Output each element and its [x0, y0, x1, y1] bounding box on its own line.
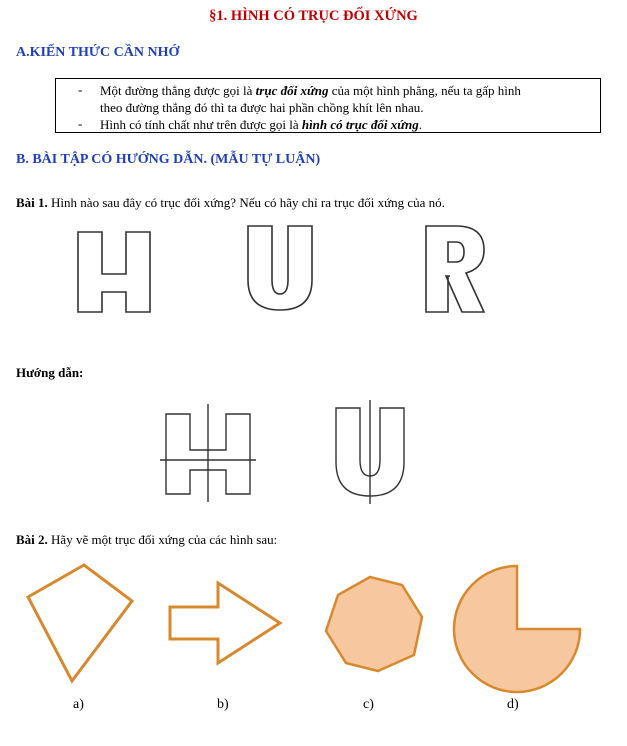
caption-b: b)	[217, 697, 229, 712]
bullet-2: -	[78, 116, 83, 131]
caption-d: d)	[507, 697, 519, 712]
guide-figure	[160, 400, 420, 505]
item2-text-pre: Hình có tính chất như trên được gọi là	[100, 117, 302, 132]
shape-c-heptagon	[326, 577, 422, 671]
knowledge-item-2	[100, 116, 422, 133]
caption-c: c)	[363, 697, 374, 712]
letter-u-outline	[248, 226, 312, 310]
knowledge-item-1	[100, 82, 521, 116]
bai1-text: Hình nào sau đây có trục đối xứng? Nếu có hãy chỉ ra trục đối xứng của nó.	[47, 195, 445, 210]
shape-b-arrow	[170, 583, 280, 663]
item1-text-post: của một hình phẳng, nếu ta gấp hình	[328, 83, 521, 98]
knowledge-box	[55, 78, 601, 133]
shape-a-kite	[28, 565, 132, 681]
bai2-shapes	[0, 555, 627, 695]
item1-line2: theo đường thẳng đó thì ta được hai phần chồng khít lên nhau.	[100, 100, 424, 115]
letter-h-outline	[78, 232, 150, 312]
item1-term: trục đối xứng	[255, 83, 329, 98]
huong-dan-text: Hướng dẫn:	[16, 365, 84, 380]
section-a-heading: A.KIẾN THỨC CẦN NHỚ	[16, 45, 180, 60]
bai2-text: Hãy vẽ một trục đối xứng của các hình sau:	[47, 532, 278, 547]
shape-d-sector	[454, 566, 580, 692]
huong-dan-label	[16, 365, 83, 381]
item1-text-pre: Một đường thẳng được gọi là	[100, 83, 256, 98]
bullet-1: -	[78, 82, 83, 97]
caption-a: a)	[73, 697, 84, 712]
page-title: §1. HÌNH CÓ TRỤC ĐỐI XỨNG	[209, 8, 418, 24]
section-b-heading: B. BÀI TẬP CÓ HƯỚNG DẪN. (MẪU TỰ LUẬN)	[16, 152, 321, 167]
bai1-label: Bài 1.	[16, 195, 48, 210]
bai1-prompt	[16, 195, 445, 211]
bai2-label: Bài 2.	[16, 532, 48, 547]
item2-text-post: .	[418, 117, 422, 132]
bai2-prompt	[16, 532, 277, 548]
letters-figure	[70, 222, 490, 318]
letter-r-outline	[426, 226, 484, 312]
item2-term: hình có trục đối xứng	[301, 117, 419, 132]
